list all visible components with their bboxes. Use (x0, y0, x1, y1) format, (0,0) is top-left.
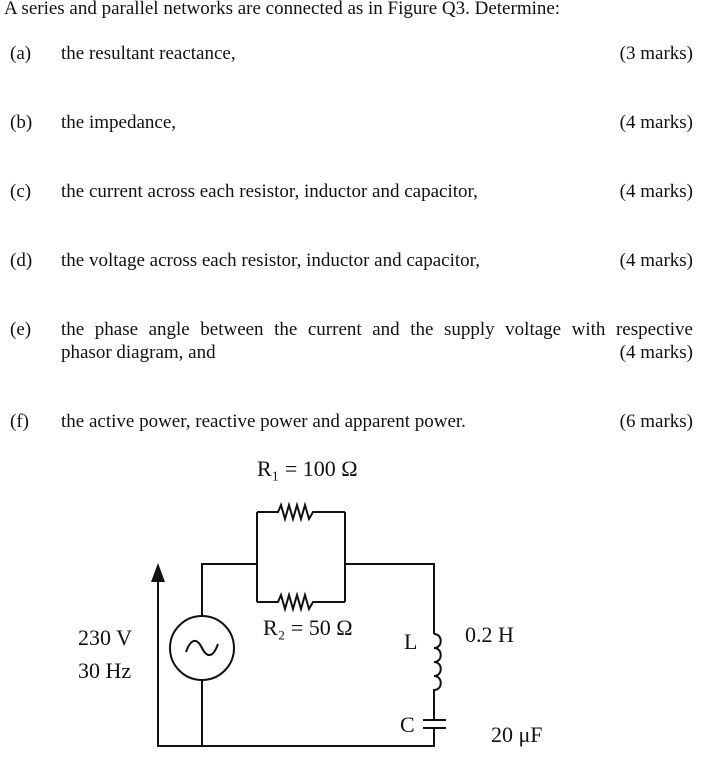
part-f-marks: (6 marks) (619, 411, 693, 432)
part-e-text-line1: the phase angle between the current and the supply voltage with respective (61, 319, 693, 340)
inductor-value: 0.2 H (465, 622, 514, 647)
part-f-label: (f) (10, 411, 29, 432)
part-e-label: (e) (10, 319, 32, 340)
part-e-text-line2: phasor diagram, and (61, 342, 216, 363)
current-arrow-head (151, 563, 165, 582)
part-d-text: the voltage across each resistor, inductor and capacitor, (61, 250, 480, 271)
inductor-coil (434, 634, 441, 720)
part-c-text: the current across each resistor, inductor and capacitor, (61, 181, 478, 202)
question-intro: A series and parallel networks are connected as in Figure Q3. Determine: (4, 0, 561, 19)
part-b-marks: (4 marks) (619, 112, 693, 133)
inductor-label: L (404, 629, 418, 654)
part-c-label: (c) (10, 181, 32, 202)
r2-resistor (257, 595, 345, 609)
r1-resistor (257, 505, 345, 519)
source-top-wire (202, 564, 257, 616)
source-frequency-label: 30 Hz (78, 658, 132, 683)
part-d-label: (d) (10, 250, 33, 271)
part-a-marks: (3 marks) (619, 43, 693, 64)
r2-label: R₂ = 50 Ω (263, 615, 353, 640)
sine-wave-icon (186, 641, 218, 655)
part-d-marks: (4 marks) (619, 250, 693, 271)
part-a-text: the resultant reactance, (61, 43, 236, 64)
part-e-marks: (4 marks) (619, 342, 693, 363)
bottom-return-wire (158, 580, 434, 746)
part-b-text: the impedance, (61, 112, 177, 133)
capacitor-label: C (400, 712, 415, 737)
r1-label: R₁ = 100 Ω (257, 456, 358, 481)
part-c-marks: (4 marks) (619, 181, 693, 202)
capacitor-value: 20 μF (491, 722, 543, 747)
right-top-wire (345, 564, 434, 634)
part-b-label: (b) (10, 112, 33, 133)
source-voltage-label: 230 V (78, 625, 132, 650)
part-a-label: (a) (10, 43, 32, 64)
part-f-text: the active power, reactive power and apparent power. (61, 411, 466, 432)
